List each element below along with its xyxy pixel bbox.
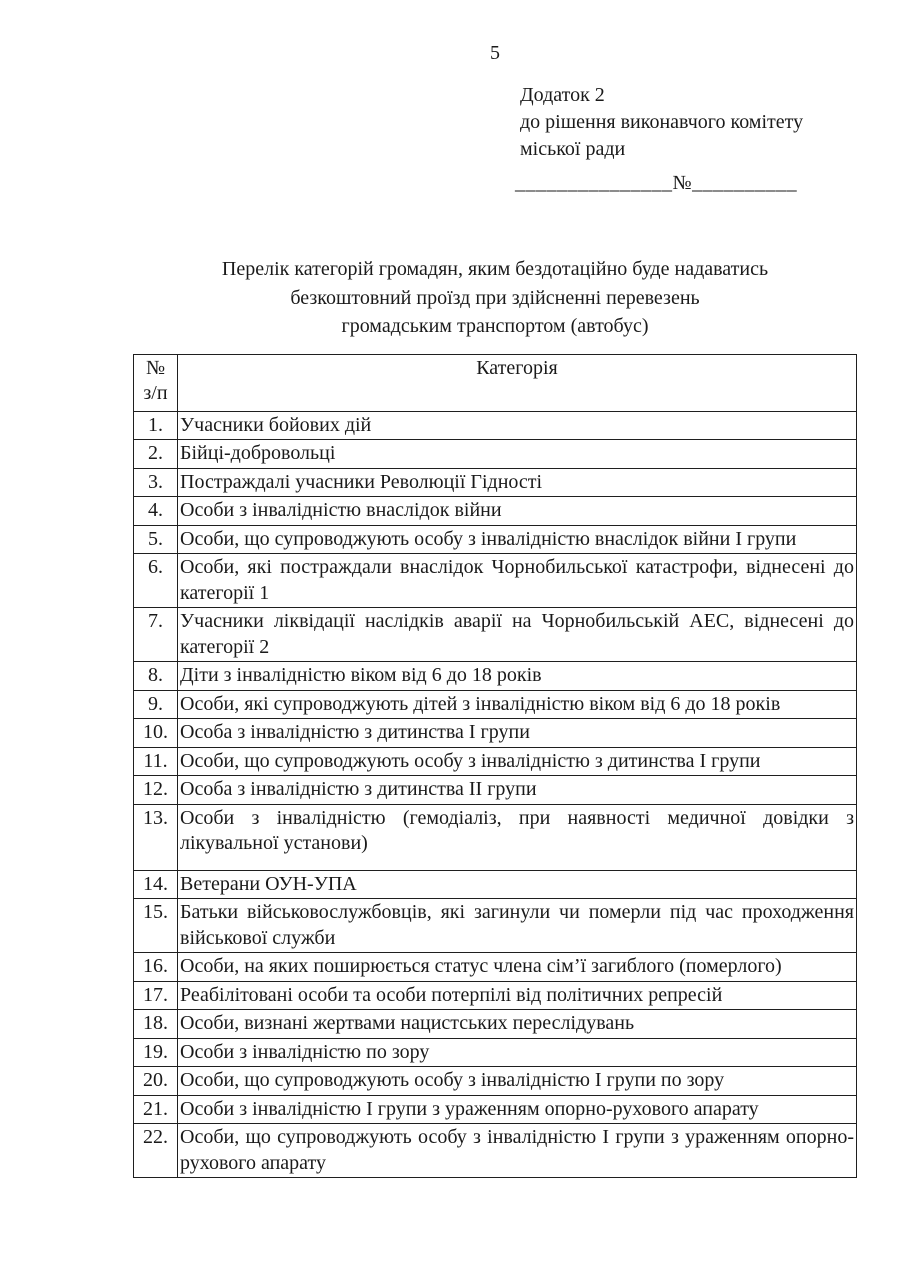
- table-row: [134, 497, 857, 526]
- document-title: [133, 255, 857, 341]
- row-number: 16.: [134, 953, 178, 982]
- table-row: [134, 554, 857, 608]
- table-row: [134, 804, 857, 870]
- row-category: Учасники бойових дій: [178, 411, 857, 440]
- row-number: 9.: [134, 690, 178, 719]
- table-row: [134, 468, 857, 497]
- table-row: [134, 1010, 857, 1039]
- category-table: [133, 354, 857, 1179]
- row-category: Бійці-добровольці: [178, 440, 857, 469]
- row-category: Особа з інвалідністю з дитинства І групи: [178, 719, 857, 748]
- row-number: 10.: [134, 719, 178, 748]
- appendix-line-2: до рішення виконавчого комітету: [520, 111, 804, 133]
- row-category: Особи з інвалідністю І групи з ураженням опорно-рухового апарату: [178, 1095, 857, 1124]
- row-category: Ветерани ОУН-УПА: [178, 870, 857, 899]
- row-number: 21.: [134, 1095, 178, 1124]
- row-number: 18.: [134, 1010, 178, 1039]
- table-row: [134, 981, 857, 1010]
- row-number: 5.: [134, 525, 178, 554]
- title-line-3: громадським транспортом (автобус): [341, 315, 649, 337]
- table-row: [134, 1067, 857, 1096]
- appendix-block: [520, 82, 857, 163]
- row-number: 22.: [134, 1124, 178, 1178]
- row-category: Учасники ліквідації наслідків аварії на Чорнобильській АЕС, віднесені до категорії 2: [178, 608, 857, 662]
- row-category: Особи, на яких поширюється статус члена сім’ї загиблого (померлого): [178, 953, 857, 982]
- row-number: 3.: [134, 468, 178, 497]
- document-page: [133, 0, 857, 1178]
- row-number: 20.: [134, 1067, 178, 1096]
- row-category: Особи, які супроводжують дітей з інвалідністю віком від 6 до 18 років: [178, 690, 857, 719]
- table-row: [134, 411, 857, 440]
- row-number: 14.: [134, 870, 178, 899]
- title-line-2: безкоштовний проїзд при здійсненні перевезень: [290, 286, 700, 309]
- row-category: Особи з інвалідністю по зору: [178, 1038, 857, 1067]
- row-number: 11.: [134, 747, 178, 776]
- row-number: 1.: [134, 411, 178, 440]
- page-number: 5: [490, 42, 500, 64]
- table-row: [134, 899, 857, 953]
- row-number: 7.: [134, 608, 178, 662]
- row-number: 8.: [134, 662, 178, 691]
- row-number: 2.: [134, 440, 178, 469]
- table-row: [134, 719, 857, 748]
- table-row: [134, 1095, 857, 1124]
- row-number: 13.: [134, 804, 178, 870]
- table-row: [134, 953, 857, 982]
- row-category: Особи, що супроводжують особу з інвалідністю І групи з ураженням опорно-рухового апарату: [178, 1124, 857, 1178]
- row-number: 15.: [134, 899, 178, 953]
- title-line-1: Перелік категорій громадян, яким бездотаційно буде надаватись: [221, 258, 769, 280]
- table-row: [134, 662, 857, 691]
- table-row: [134, 1038, 857, 1067]
- header-num-line-2: з/п: [143, 382, 168, 404]
- table-row: [134, 870, 857, 899]
- table-row: [134, 776, 857, 805]
- row-category: Батьки військовослужбовців, які загинули чи померли під час проходження військової служби: [178, 899, 857, 953]
- row-number: 6.: [134, 554, 178, 608]
- table-row: [134, 608, 857, 662]
- table-header-category: Категорія: [178, 354, 857, 411]
- row-number: 4.: [134, 497, 178, 526]
- table-row: [134, 525, 857, 554]
- decision-number-blank-line: _______________№__________: [515, 172, 798, 194]
- row-category: Постраждалі учасники Революції Гідності: [178, 468, 857, 497]
- row-number: 12.: [134, 776, 178, 805]
- table-header-row: [134, 354, 857, 411]
- row-category: Діти з інвалідністю віком від 6 до 18 років: [178, 662, 857, 691]
- table-row: [134, 690, 857, 719]
- table-row: [134, 747, 857, 776]
- row-category: Особи, визнані жертвами нацистських переслідувань: [178, 1010, 857, 1039]
- row-category: Особи, що супроводжують особу з інвалідністю внаслідок війни І групи: [178, 525, 857, 554]
- row-category: Реабілітовані особи та особи потерпілі від політичних репресій: [178, 981, 857, 1010]
- row-category: Особи, що супроводжують особу з інвалідністю з дитинства І групи: [178, 747, 857, 776]
- table-row: [134, 440, 857, 469]
- row-number: 19.: [134, 1038, 178, 1067]
- row-number: 17.: [134, 981, 178, 1010]
- row-category: Особи з інвалідністю (гемодіаліз, при наявності медичної довідки з лікувальної установи): [178, 804, 857, 870]
- table-row: [134, 1124, 857, 1178]
- appendix-line-3: міської ради: [520, 138, 626, 160]
- table-header: [134, 354, 857, 411]
- header-num-line-1: №: [145, 356, 166, 379]
- row-category: Особи, які постраждали внаслідок Чорнобильської катастрофи, віднесені до категорії 1: [178, 554, 857, 608]
- row-category: Особи, що супроводжують особу з інвалідністю І групи по зору: [178, 1067, 857, 1096]
- table-header-num: [134, 354, 178, 411]
- row-category: Особа з інвалідністю з дитинства ІІ групи: [178, 776, 857, 805]
- row-category: Особи з інвалідністю внаслідок війни: [178, 497, 857, 526]
- appendix-line-1: Додаток 2: [520, 84, 605, 106]
- table-body: [134, 411, 857, 1178]
